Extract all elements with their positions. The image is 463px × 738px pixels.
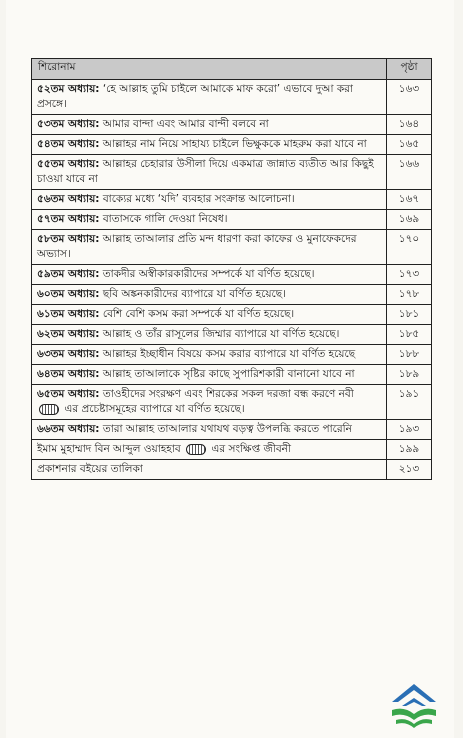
chapter-label: ৫৯তম অধ্যায়: bbox=[37, 268, 100, 280]
toc-page-number: ১৯৯ bbox=[387, 440, 432, 460]
toc-entry-title bbox=[32, 230, 387, 265]
toc-header-title: শিরোনাম bbox=[32, 59, 387, 80]
toc-entry-title bbox=[32, 135, 387, 155]
toc-row bbox=[32, 325, 432, 345]
toc-page-number: ১৮৮ bbox=[387, 345, 432, 365]
toc-entry-title bbox=[32, 420, 387, 440]
entry-text: তাকদীর অস্বীকারকারীদের সম্পর্কে যা বর্ণিত হয়েছে। bbox=[102, 268, 315, 280]
table-of-contents bbox=[31, 58, 432, 480]
toc-page-number: ১৯১ bbox=[387, 385, 432, 420]
toc-entry-title bbox=[32, 305, 387, 325]
entry-text: এর প্রচেষ্টাসমূহের ব্যাপারে যা বর্ণিত হয়েছে। bbox=[64, 403, 245, 415]
toc-entry-title bbox=[32, 440, 387, 460]
honorific-seal-icon bbox=[39, 404, 59, 415]
toc-row bbox=[32, 345, 432, 365]
toc-entry-title bbox=[32, 285, 387, 305]
toc-row bbox=[32, 285, 432, 305]
toc-entry-title bbox=[32, 190, 387, 210]
toc-header-row bbox=[32, 59, 432, 80]
entry-text: আল্লাহর নাম নিয়ে সাহায্য চাইলে ভিক্ষুককে মাহরুম করা যাবে না bbox=[102, 138, 367, 150]
toc-row bbox=[32, 305, 432, 325]
chapter-label: ৫৩তম অধ্যায়: bbox=[37, 118, 100, 130]
toc-row bbox=[32, 80, 432, 115]
chapter-label: ৬২তম অধ্যায়: bbox=[37, 328, 100, 340]
toc-header-page: পৃষ্ঠা bbox=[387, 59, 432, 80]
entry-text: ইমাম মুহাম্মাদ বিন আব্দুল ওয়াহহাব bbox=[37, 443, 181, 455]
toc-row bbox=[32, 210, 432, 230]
chapter-label: ৫৬তম অধ্যায়: bbox=[37, 193, 100, 205]
toc-page-number: ১৬৬ bbox=[387, 155, 432, 190]
toc-page-number: ১৮১ bbox=[387, 305, 432, 325]
toc-row bbox=[32, 155, 432, 190]
entry-text: আমার বান্দা এবং আমার বান্দী বলবে না bbox=[102, 118, 269, 130]
toc-row bbox=[32, 420, 432, 440]
entry-text: বাক্যের মধ্যে ‘যদি’ ব্যবহার সংক্রান্ত আলোচনা। bbox=[102, 193, 295, 205]
entry-text: প্রকাশনার বইয়ের তালিকা bbox=[37, 463, 143, 475]
entry-text: বাতাসকে গালি দেওয়া নিষেধ। bbox=[102, 213, 228, 225]
toc-entry-title bbox=[32, 325, 387, 345]
toc-page-number: ১৬৩ bbox=[387, 80, 432, 115]
book-page bbox=[6, 0, 454, 738]
toc-page-number: ১৮৯ bbox=[387, 365, 432, 385]
entry-text: এর সংক্ষিপ্ত জীবনী bbox=[211, 443, 291, 455]
chapter-label: ৫৮তম অধ্যায়: bbox=[37, 233, 100, 245]
toc-row bbox=[32, 460, 432, 480]
entry-text: আল্লাহর চেহারার উসীলা দিয়ে একমাত্র জান্নাত ব্যতীত আর কিছুই চাওয়া যাবে না bbox=[37, 158, 374, 185]
toc-page-number: ১৯৩ bbox=[387, 420, 432, 440]
toc-entry-title bbox=[32, 115, 387, 135]
toc-entry-title bbox=[32, 265, 387, 285]
entry-text: ছবি অঙ্কনকারীদের ব্যাপারে যা বর্ণিত হয়েছে। bbox=[102, 288, 286, 300]
toc-page-number: ১৭৮ bbox=[387, 285, 432, 305]
toc-page-number: ১৬৯ bbox=[387, 210, 432, 230]
entry-text: ‘হে আল্লাহ তুমি চাইলে আমাকে মাফ করো’ এভাবে দুআ করা প্রসঙ্গে। bbox=[37, 83, 353, 110]
toc-page-number: ১৮৫ bbox=[387, 325, 432, 345]
toc-row bbox=[32, 115, 432, 135]
chapter-label: ৫৪তম অধ্যায়: bbox=[37, 138, 100, 150]
toc-row bbox=[32, 440, 432, 460]
entry-text: আল্লাহর ইচ্ছাধীন বিষয়ে কসম করার ব্যাপারে যা বর্ণিত হয়েছে bbox=[102, 348, 356, 360]
toc-entry-title bbox=[32, 155, 387, 190]
toc-row bbox=[32, 265, 432, 285]
honorific-seal-icon bbox=[186, 444, 206, 455]
chapter-label: ৫৭তম অধ্যায়: bbox=[37, 213, 100, 225]
chapter-label: ৫৫তম অধ্যায়: bbox=[37, 158, 100, 170]
toc-row bbox=[32, 365, 432, 385]
toc-row bbox=[32, 385, 432, 420]
toc-entry-title bbox=[32, 385, 387, 420]
entry-text: তাওহীদের সংরক্ষণ এবং শিরকের সকল দরজা বন্ধ করণে নবী bbox=[102, 388, 354, 400]
entry-text: আল্লাহ ও তাঁর রাসূলের জিম্মার ব্যাপারে যা বর্ণিত হয়েছে। bbox=[102, 328, 340, 340]
chapter-label: ৬৪তম অধ্যায়: bbox=[37, 368, 100, 380]
entry-text: আল্লাহ তাআলার প্রতি মন্দ ধারণা করা কাফের ও মুনাফেকদের অভ্যাস। bbox=[37, 233, 357, 260]
toc-page-number: ১৬৪ bbox=[387, 115, 432, 135]
chapter-label: ৬১তম অধ্যায়: bbox=[37, 308, 100, 320]
toc-entry-title bbox=[32, 460, 387, 480]
toc-page-number: ১৭০ bbox=[387, 230, 432, 265]
toc-row bbox=[32, 190, 432, 210]
toc-entry-title bbox=[32, 345, 387, 365]
chapter-label: ৫২তম অধ্যায়: bbox=[37, 83, 100, 95]
toc-row bbox=[32, 135, 432, 155]
toc-page-number: ১৬৭ bbox=[387, 190, 432, 210]
chapter-label: ৬৬তম অধ্যায়: bbox=[37, 423, 100, 435]
chapter-label: ৬৩তম অধ্যায়: bbox=[37, 348, 100, 360]
entry-text: তারা আল্লাহ তাআলার যথাযথ বড়ত্ব উপলব্ধি করতে পারেনি bbox=[102, 423, 352, 435]
entry-text: বেশি বেশি কসম করা সম্পর্কে যা বর্ণিত হয়েছে। bbox=[102, 308, 295, 320]
entry-text: আল্লাহ তাআলাকে সৃষ্টির কাছে সুপারিশকারী বানানো যাবে না bbox=[102, 368, 355, 380]
toc-entry-title bbox=[32, 210, 387, 230]
toc-page-number: ১৭৩ bbox=[387, 265, 432, 285]
chapter-label: ৬০তম অধ্যায়: bbox=[37, 288, 100, 300]
toc-entry-title bbox=[32, 365, 387, 385]
toc-page-number: ২১৩ bbox=[387, 460, 432, 480]
publisher-logo-icon bbox=[384, 680, 444, 730]
toc-entry-title bbox=[32, 80, 387, 115]
toc-page-number: ১৬৫ bbox=[387, 135, 432, 155]
toc-row bbox=[32, 230, 432, 265]
chapter-label: ৬৫তম অধ্যায়: bbox=[37, 388, 100, 400]
